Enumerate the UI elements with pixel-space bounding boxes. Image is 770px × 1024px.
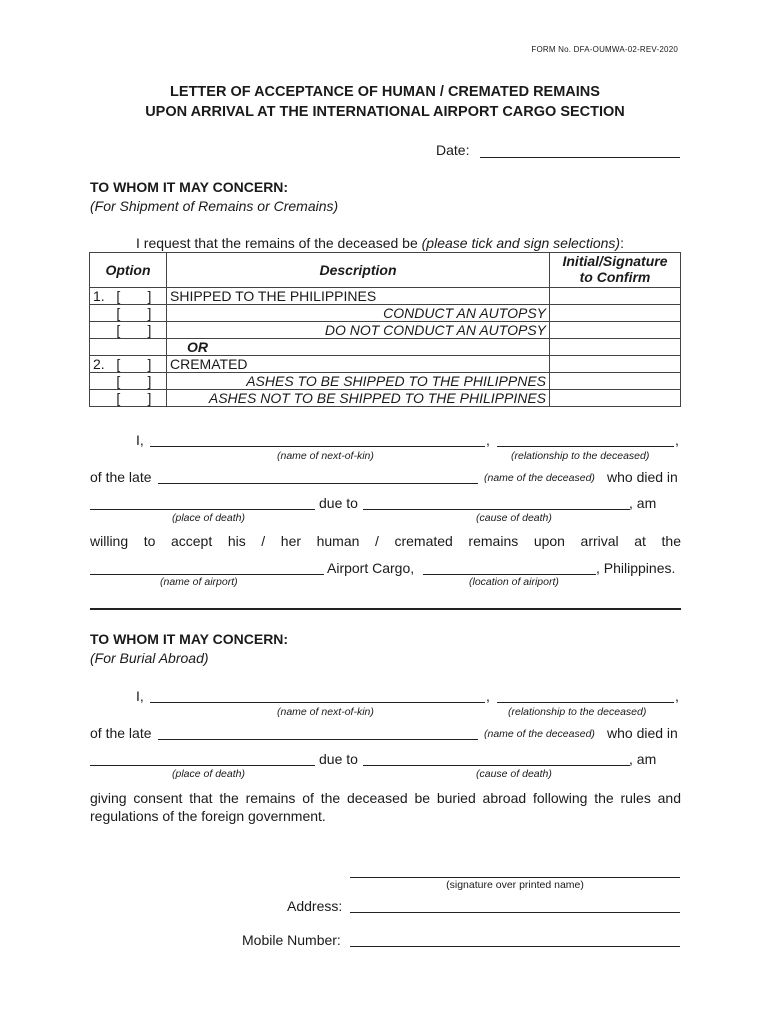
i-label: I, xyxy=(136,688,144,704)
table-header-row xyxy=(90,253,681,288)
caption-deceased: (name of the deceased) xyxy=(484,472,595,484)
section2-heading: TO WHOM IT MAY CONCERN: xyxy=(90,631,289,647)
table-row xyxy=(90,373,681,390)
row-option-empty xyxy=(90,339,167,356)
caption-relationship: (relationship to the deceased) xyxy=(508,706,647,718)
options-table xyxy=(89,252,681,407)
caption-airport-name: (name of airport) xyxy=(160,576,238,588)
row-signature-cell[interactable] xyxy=(550,305,681,322)
row-description: ASHES NOT TO BE SHIPPED TO THE PHILIPPINES xyxy=(167,390,550,407)
intro-italic: (please tick and sign selections) xyxy=(421,235,621,251)
option-checkbox-autopsy[interactable]: [ ] xyxy=(90,305,167,322)
row-signature-cell[interactable] xyxy=(550,356,681,373)
deceased-name-field[interactable] xyxy=(158,483,478,484)
comma: , xyxy=(486,688,490,704)
caption-next-of-kin: (name of next-of-kin) xyxy=(277,706,374,718)
mobile-number-label: Mobile Number: xyxy=(242,932,341,948)
table-row xyxy=(90,305,681,322)
due-to-label: due to xyxy=(319,751,358,767)
deceased-name-field-2[interactable] xyxy=(158,739,478,740)
row-signature-cell[interactable] xyxy=(550,390,681,407)
caption-airport-location: (location of airiport) xyxy=(469,576,559,588)
of-the-late-label: of the late xyxy=(90,469,152,485)
place-of-death-field[interactable] xyxy=(90,509,315,510)
caption-relationship: (relationship to the deceased) xyxy=(511,450,650,462)
caption-cause-of-death: (cause of death) xyxy=(476,768,552,780)
comma: , xyxy=(675,688,679,704)
next-of-kin-field-2[interactable] xyxy=(150,702,485,703)
intro-text: I request that the remains of the deceased be xyxy=(136,235,418,251)
signature-caption: (signature over printed name) xyxy=(446,879,584,891)
cause-of-death-field[interactable] xyxy=(363,509,630,510)
relationship-field-2[interactable] xyxy=(497,702,674,703)
caption-place-of-death: (place of death) xyxy=(172,512,245,524)
row-description: CREMATED xyxy=(167,356,550,373)
comma: , xyxy=(486,432,490,448)
airport-name-field[interactable] xyxy=(90,574,324,575)
date-field[interactable] xyxy=(480,157,680,158)
header-signature-line2: to Confirm xyxy=(579,269,651,285)
am-label: , am xyxy=(629,751,657,767)
airport-location-field[interactable] xyxy=(423,574,596,575)
row-signature-cell[interactable] xyxy=(550,288,681,305)
caption-deceased: (name of the deceased) xyxy=(484,728,595,740)
airport-cargo-label: Airport Cargo, xyxy=(327,560,415,576)
consent-line1: giving consent that the remains of the deceased be buried abroad following the rules and xyxy=(90,790,681,806)
relationship-field[interactable] xyxy=(497,446,674,447)
header-signature xyxy=(550,253,681,288)
mobile-number-field[interactable] xyxy=(350,946,680,947)
due-to-label: due to xyxy=(319,495,358,511)
philippines-label: , Philippines. xyxy=(596,560,676,576)
document-title-line1: LETTER OF ACCEPTANCE OF HUMAN / CREMATED REMAINS xyxy=(170,84,600,100)
cause-of-death-field-2[interactable] xyxy=(363,765,630,766)
option-checkbox-1[interactable]: 1. [ ] xyxy=(90,288,167,305)
row-description: ASHES TO BE SHIPPED TO THE PHILIPPNES xyxy=(167,373,550,390)
i-label: I, xyxy=(136,432,144,448)
date-label: Date: xyxy=(436,142,470,158)
form-number: FORM No. DFA-OUMWA-02-REV-2020 xyxy=(531,45,678,54)
section2-subheading: (For Burial Abroad) xyxy=(90,650,209,666)
address-label: Address: xyxy=(287,898,343,914)
caption-place-of-death: (place of death) xyxy=(172,768,245,780)
next-of-kin-field[interactable] xyxy=(150,446,485,447)
header-description: Description xyxy=(167,253,550,288)
consent-line2: regulations of the foreign government. xyxy=(90,808,326,824)
row-description: SHIPPED TO THE PHILIPPINES xyxy=(167,288,550,305)
row-description: DO NOT CONDUCT AN AUTOPSY xyxy=(167,322,550,339)
row-signature-cell xyxy=(550,339,681,356)
option-checkbox-2[interactable]: 2. [ ] xyxy=(90,356,167,373)
row-signature-cell[interactable] xyxy=(550,373,681,390)
section-divider xyxy=(90,608,681,610)
or-separator: OR xyxy=(167,339,550,356)
section1-intro xyxy=(136,235,624,251)
option-checkbox-ashes-not-shipped[interactable]: [ ] xyxy=(90,390,167,407)
willing-text: willing to accept his / her human / cremated remains upon arrival at the xyxy=(90,533,681,549)
am-label: , am xyxy=(629,495,657,511)
intro-colon: : xyxy=(620,235,624,251)
who-died-in-label: who died in xyxy=(607,469,678,485)
of-the-late-label: of the late xyxy=(90,725,152,741)
comma: , xyxy=(675,432,679,448)
who-died-in-label: who died in xyxy=(607,725,678,741)
option-checkbox-no-autopsy[interactable]: [ ] xyxy=(90,322,167,339)
table-row xyxy=(90,322,681,339)
option-checkbox-ashes-shipped[interactable]: [ ] xyxy=(90,373,167,390)
header-option: Option xyxy=(90,253,167,288)
table-row-or xyxy=(90,339,681,356)
section1-subheading: (For Shipment of Remains or Cremains) xyxy=(90,198,339,214)
place-of-death-field-2[interactable] xyxy=(90,765,315,766)
table-row xyxy=(90,356,681,373)
table-row xyxy=(90,288,681,305)
caption-next-of-kin: (name of next-of-kin) xyxy=(277,450,374,462)
document-title-line2: UPON ARRIVAL AT THE INTERNATIONAL AIRPORT CARGO SECTION xyxy=(145,104,625,120)
caption-cause-of-death: (cause of death) xyxy=(476,512,552,524)
header-signature-line1: Initial/Signature xyxy=(562,253,668,269)
section1-heading: TO WHOM IT MAY CONCERN: xyxy=(90,179,289,195)
row-description: CONDUCT AN AUTOPSY xyxy=(167,305,550,322)
address-field[interactable] xyxy=(350,912,680,913)
row-signature-cell[interactable] xyxy=(550,322,681,339)
table-row xyxy=(90,390,681,407)
signature-field[interactable] xyxy=(350,877,680,878)
